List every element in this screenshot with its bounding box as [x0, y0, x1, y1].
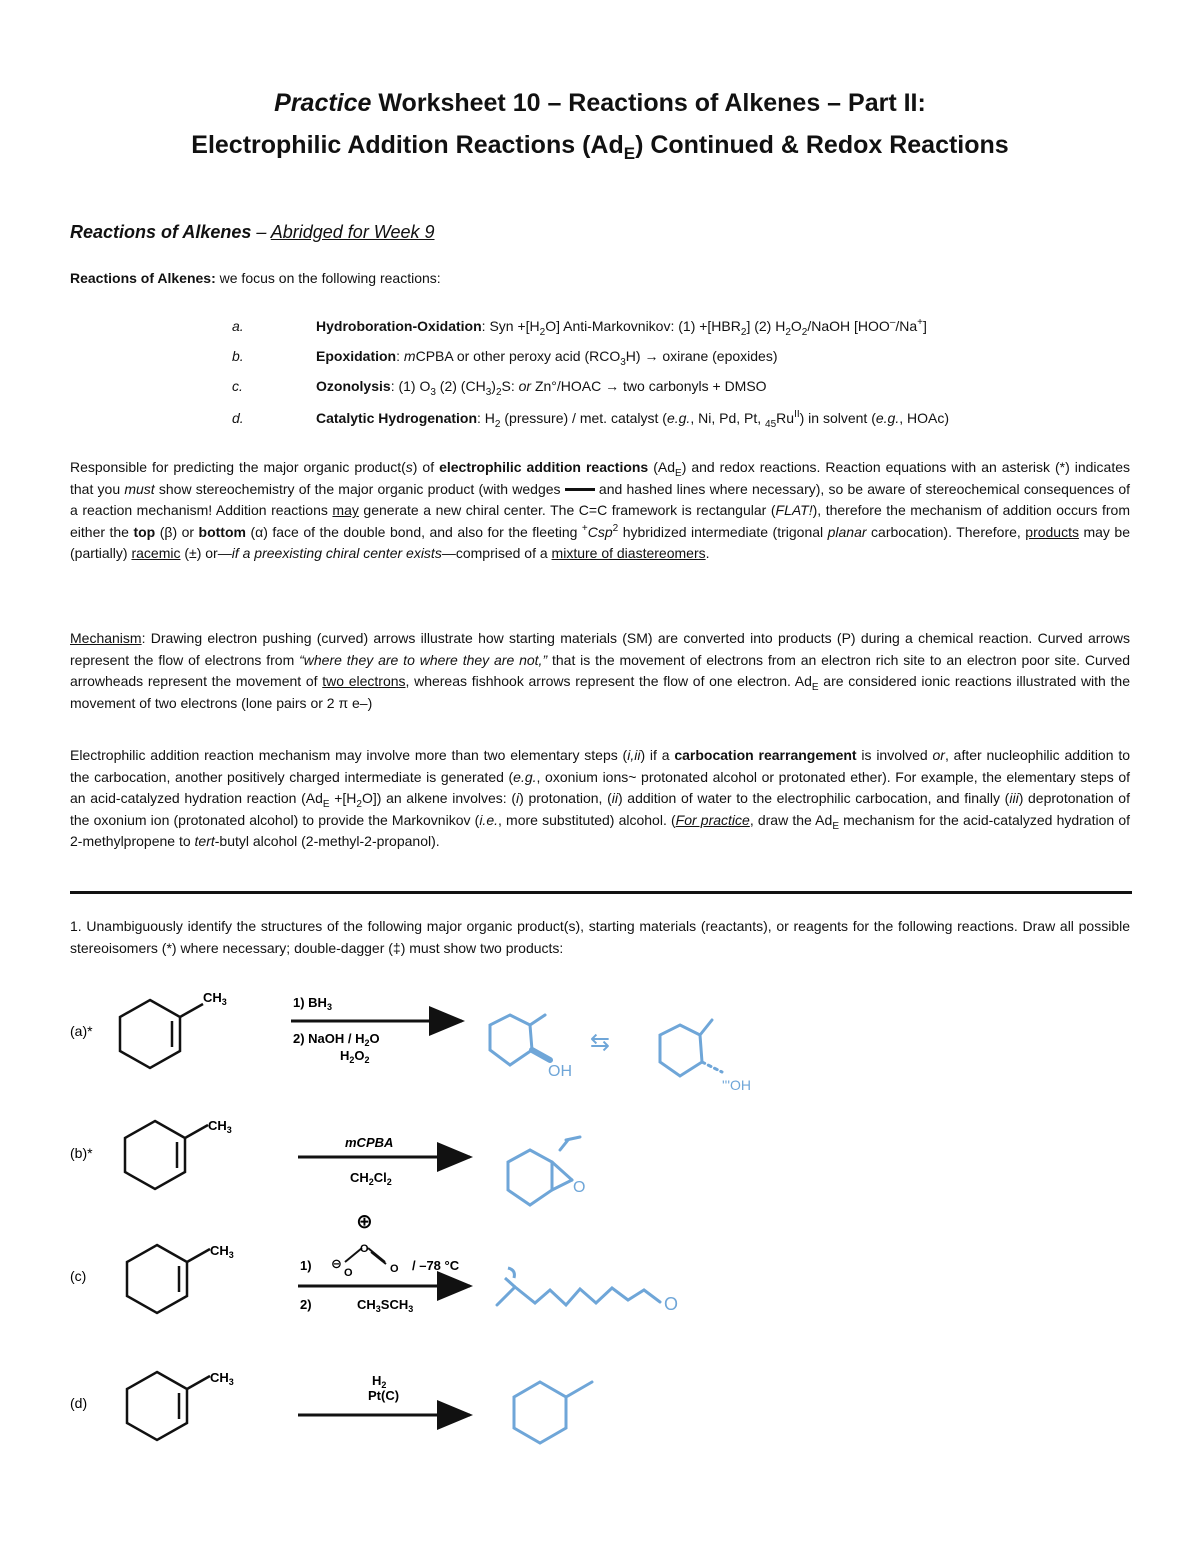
part-a-methylcyclohexene	[120, 1000, 203, 1068]
part-b-handwritten-epoxide	[508, 1137, 580, 1205]
part-c-ozone-o-center: O	[360, 1243, 369, 1255]
page-title: Practice Worksheet 10 – Reactions of Alkenes – Part II:	[274, 89, 926, 117]
part-b-ch3: $CH_3$	[208, 1118, 232, 1135]
question-1-prompt: 1. Unambiguously identify the structures of the following major organic product(s), starting materials (reactants), or reagents for the following reactions. Draw all possible stereoisomers (*) where necessary; double-dagger (‡) must show two products:	[70, 918, 1130, 956]
part-d-ch3: $CH_3$	[210, 1370, 234, 1387]
part-b-methylcyclohexene	[125, 1121, 208, 1189]
part-a-handwritten-product-1	[490, 1015, 550, 1065]
part-d-reagent-1: $H_2$	[372, 1373, 387, 1390]
part-b-reagent-1: mCPBA	[345, 1135, 394, 1150]
part-c-methylcyclohexene	[127, 1245, 210, 1313]
section-heading: Reactions of Alkenes – Abridged for Week 9	[70, 222, 435, 242]
part-d-label: (d)	[70, 1395, 88, 1411]
part-a-oh-hashed-label: '''OH	[722, 1077, 752, 1093]
part-a-reagent-1: 1) $BH_3$	[293, 995, 332, 1012]
part-c-ozone-plus: ⊕	[356, 1211, 373, 1233]
page-subtitle: Electrophilic Addition Reactions $(Ad_E)$ Continued & Redox Reactions	[191, 131, 1009, 163]
part-b-reagent-2: $CH_2Cl_2$	[350, 1170, 392, 1187]
part-a-equilibrium-arrow: ⇆	[590, 1029, 611, 1056]
paragraph-electrophilic-addition: Electrophilic addition reaction mechanism may involve more than two elementary steps (i,ii) if a carbocation rearrangement is involved or, after nucleophilic addition to the carbocation, another positively charged intermediate is generated (e.g., oxonium ions~ protonated alcohol or protonated ether). For example, the elementary steps of an acid-catalyzed hydration reaction $(Ad_E +[H_2O])$ an alkene involves: (i) protonation, (ii) addition of water to the electrophilic carbocation, and finally (iii) deprotonation of the oxonium ion (protonated alcohol) to provide the Markovnikov (i.e., more substituted) alcohol. (For practice, draw the $Ad_E$ mechanism for the acid-catalyzed hydration of 2-methylpropene to tert-butyl alcohol (2-methyl-2-propanol).	[70, 747, 1130, 850]
part-d-handwritten-methylcyclohexane	[514, 1382, 592, 1443]
part-b-label: (b)*	[70, 1145, 93, 1161]
part-d-methylcyclohexene	[127, 1372, 210, 1440]
part-c-handwritten-chain	[497, 1287, 660, 1305]
part-a-ch3: $CH_3$	[203, 990, 227, 1007]
part-c-reagent-2: 2)	[300, 1297, 312, 1312]
part-c-ozone-o-left: O	[344, 1267, 353, 1279]
intro-line: Reactions of Alkenes: we focus on the following reactions:	[70, 270, 441, 286]
part-c-reagent-2b: $CH_3SCH_3$	[357, 1297, 414, 1314]
part-b-o-label: O	[573, 1179, 586, 1196]
paragraph-mechanism: Mechanism: Drawing electron pushing (curved) arrows illustrate how starting materials (SM) are converted into products (P) during a chemical reaction. Curved arrows represent the flow of electrons from “where they are to where they are not,” that is the movement of electrons from an electron rich site to an electron poor site. Curved arrowheads represent the movement of two electrons, whereas fishhook arrows represent the flow of one electron. $Ad_E$ are considered ionic reactions illustrated with the movement of two electrons (lone pairs or 2 π e–)	[70, 630, 1131, 711]
part-a-oh-label: OH	[548, 1063, 572, 1080]
part-c-ozone-minus: ⊖	[331, 1256, 342, 1271]
part-c-label: (c)	[70, 1268, 87, 1284]
part-a-reagent-2: 2) NaOH / $H_2O$	[293, 1031, 380, 1048]
part-a-label: (a)*	[70, 1023, 93, 1039]
part-c-reagent-1: 1)	[300, 1258, 312, 1273]
part-d-reagent-2: Pt(C)	[368, 1388, 400, 1403]
part-c-handwritten-r	[505, 1268, 515, 1287]
part-c-condition: / –78 °C	[412, 1258, 460, 1273]
paragraph-responsibilities: Responsible for predicting the major organic product(s) of electrophilic addition reactions $(Ad_E)$ and redox reactions. Reaction equations with an asterisk (*) indicates that you must show stereochemistry of the major organic product (with wedges and hashed lines where necessary), so be aware of stereochemical consequences of a reaction mechanism! Addition reactions may generate a new chiral center. The C=C framework is rectangular (FLAT!), therefore the mechanism of addition occurs from either the top (β) or bottom (α) face of the double bond, and also for the fleeting +Csp$^2$ hybridized intermediate (trigonal planar carbocation). Therefore, products may be (partially) racemic (±) or—if a preexisting chiral center exists—comprised of a mixture of diastereomers.	[70, 459, 1131, 562]
part-a-handwritten-product-2	[660, 1020, 722, 1076]
part-c-ozone-o-right: O	[390, 1263, 399, 1275]
part-a-reagent-3: $H_2O_2$	[340, 1048, 370, 1065]
part-c-aldehyde-o: O	[664, 1294, 679, 1314]
part-c-ch3: $CH_3$	[210, 1243, 234, 1260]
